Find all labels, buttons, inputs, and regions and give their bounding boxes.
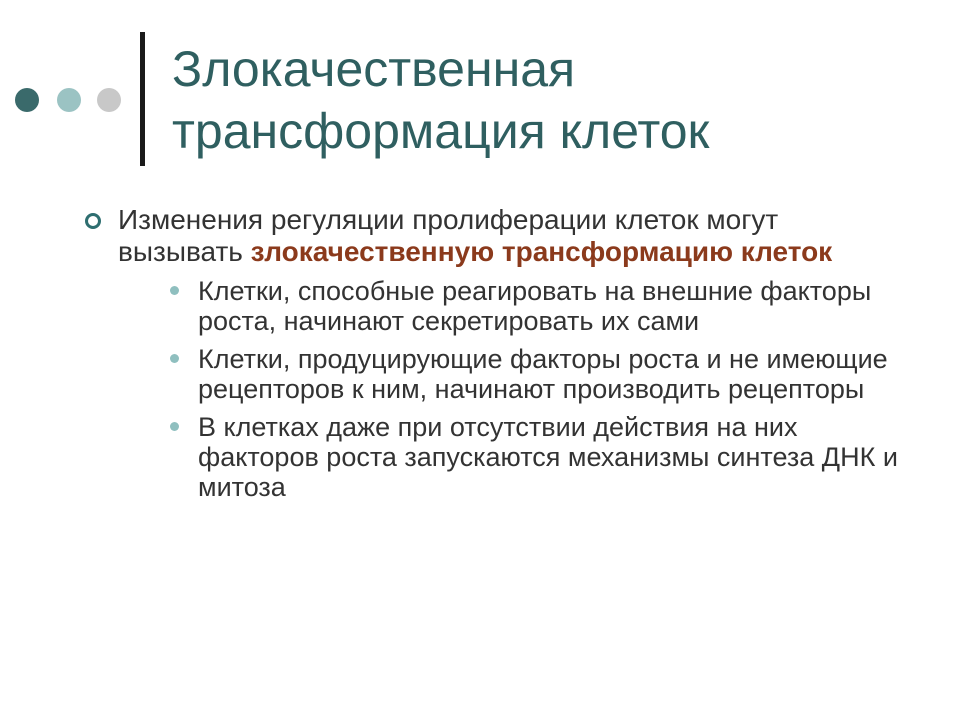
main-bullet [80,204,900,502]
sub-bullet-list [118,276,900,502]
ring-bullet-icon [85,213,101,229]
sub-bullet-item [158,276,900,336]
disc-bullet-icon [170,354,179,363]
bullet-list [80,204,900,510]
sub-bullet-text: Клетки, способные реагировать на внешние факторы роста, начинают секретировать их сами [198,276,872,336]
decor-dot-light-icon [97,88,121,112]
main-bullet-text: Изменения регуляции пролиферации клеток могут вызывать [118,204,779,267]
sub-bullet-item [158,412,900,502]
sub-bullet-item [158,344,900,404]
main-bullet-highlight: злокачественную трансформацию клеток [250,236,833,267]
sub-bullet-text: В клетках даже при отсутствии действия на них факторов роста запускаются механизмы синтеза ДНК и митоза [198,412,898,502]
decor-dot-dark-icon [15,88,39,112]
disc-bullet-icon [170,286,179,295]
disc-bullet-icon [170,422,179,431]
sub-bullet-text: Клетки, продуцирующие факторы роста и не имеющие рецепторов к ним, начинают производить рецепторы [198,344,888,404]
title-accent-rule [140,32,145,166]
slide-title: Злокачественная трансформация клеток [172,41,710,159]
decor-dot-mid-icon [57,88,81,112]
